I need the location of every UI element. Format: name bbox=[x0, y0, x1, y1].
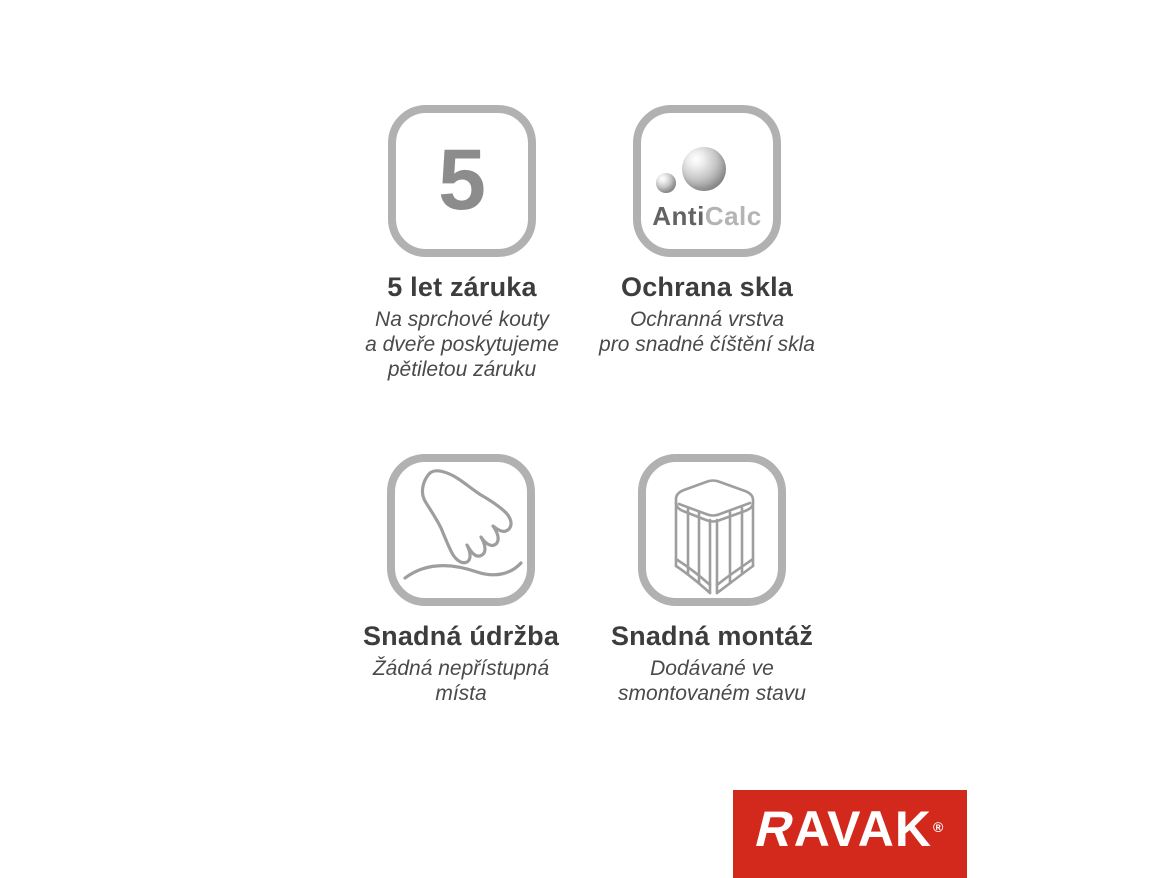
feature-title-warranty: 5 let záruka bbox=[387, 272, 537, 302]
subtitle-line: smontovaném stavu bbox=[618, 682, 806, 706]
anticalc-wordmark bbox=[641, 201, 773, 232]
shower-enclosure-drawing bbox=[646, 462, 778, 598]
feature-card-assembly bbox=[552, 454, 872, 706]
hand-icon-drawing bbox=[395, 462, 527, 598]
badge-number-5: 5 bbox=[438, 132, 486, 228]
subtitle-line: Na sprchové kouty bbox=[375, 308, 549, 331]
ravak-wordmark bbox=[733, 801, 967, 857]
subtitle-line: Dodávané ve bbox=[650, 657, 774, 680]
ravak-letter-r: R bbox=[749, 801, 801, 857]
subtitle-line: pro snadné číštění skla bbox=[599, 333, 815, 357]
five-year-badge-icon bbox=[388, 105, 536, 257]
subtitle-line: místa bbox=[435, 682, 487, 706]
subtitle-line: pětiletou záruku bbox=[387, 358, 537, 382]
anticalc-word-light: Calc bbox=[704, 201, 762, 231]
anticalc-word-dark: Anti bbox=[652, 201, 705, 231]
hand-care-icon bbox=[387, 454, 535, 606]
ravak-letters-avak: AVAK bbox=[793, 801, 933, 857]
feature-subtitle-glass-protection bbox=[547, 307, 867, 357]
bubble-small-icon bbox=[656, 173, 676, 193]
registered-trademark-icon: ® bbox=[933, 819, 945, 835]
subtitle-line: a dveře poskytujeme bbox=[365, 333, 559, 357]
anticalc-icon bbox=[633, 105, 781, 257]
feature-card-glass-protection bbox=[547, 105, 867, 357]
ravak-logo bbox=[733, 790, 967, 878]
bubble-large-icon bbox=[682, 147, 726, 191]
subtitle-line: Žádná nepřístupná bbox=[372, 657, 550, 680]
feature-title-maintenance: Snadná údržba bbox=[362, 621, 560, 651]
shower-enclosure-icon bbox=[638, 454, 786, 606]
feature-title-assembly: Snadná montáž bbox=[610, 621, 814, 651]
subtitle-line: Ochranná vrstva bbox=[629, 308, 785, 331]
feature-title-glass-protection: Ochrana skla bbox=[621, 272, 793, 302]
feature-subtitle-assembly bbox=[552, 656, 872, 706]
